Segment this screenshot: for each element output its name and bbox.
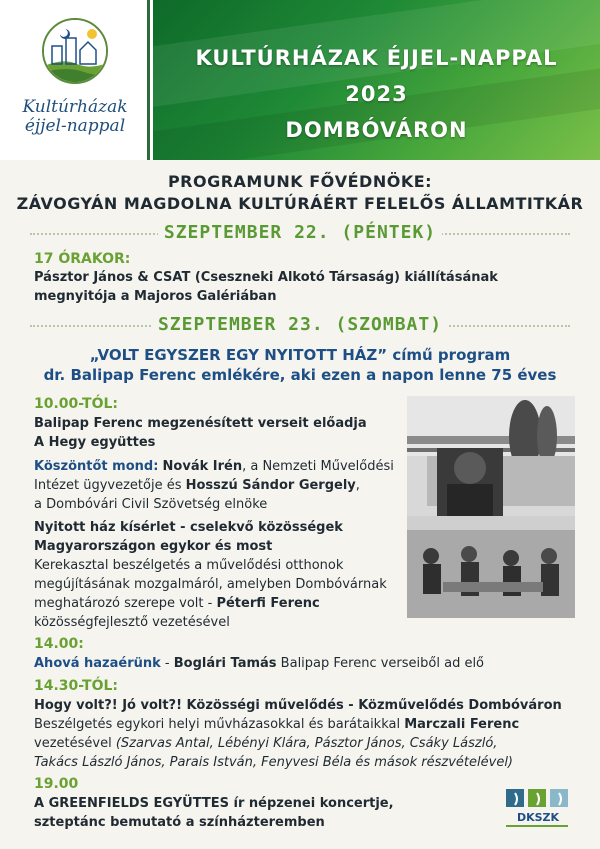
day1-time: 17 ÓRAKOR: bbox=[34, 251, 131, 267]
t3-l3b: (Szarvas Antal, Lébényi Klára, Pásztor János, Csáky László, bbox=[115, 736, 498, 751]
exp-l5a: meghatározó szerepe volt - bbox=[34, 596, 217, 611]
t3-l3a: vezetésével bbox=[34, 736, 116, 751]
time-1430: 14.30-TÓL: bbox=[34, 678, 119, 694]
archive-photo bbox=[407, 396, 575, 618]
time-1000: 10.00-TÓL: bbox=[34, 396, 119, 412]
exp-line6: közösségfejlesztő vezetésével bbox=[34, 615, 230, 630]
program-title: „VOLT EGYSZER EGY NYITOTT HÁZ” című program bbox=[89, 346, 511, 364]
greet-name1: Novák Irén bbox=[162, 459, 243, 474]
t1-line1: Balipap Ferenc megzenésített verseit előadja bbox=[34, 416, 367, 431]
exp-l5b: Péterfi Ferenc bbox=[216, 596, 320, 611]
exp-line3: Kerekasztal beszélgetés a művelődési otthonok bbox=[34, 558, 344, 573]
t2-line bbox=[34, 654, 484, 673]
day1-line2: megnyitója a Majoros Galériában bbox=[34, 289, 277, 304]
day1-heading bbox=[0, 222, 600, 243]
t4-line1: A GREENFIELDS EGYÜTTES ír népzenei koncertje, bbox=[34, 796, 394, 811]
exp-line1: Nyitott ház kísérlet - cselekvő közösségek bbox=[34, 520, 343, 535]
time-1900: 19.00 bbox=[34, 776, 79, 792]
greet-name2: Hosszú Sándor Gergely bbox=[185, 478, 356, 493]
logo-text-line2: éjjel-nappal bbox=[24, 116, 126, 136]
title-year: 2023 bbox=[345, 82, 408, 106]
t2-a: Ahová hazaérünk bbox=[34, 656, 161, 671]
t1-line2: A Hegy együttes bbox=[34, 435, 156, 450]
greet-l2a: Intézet ügyvezetője és bbox=[34, 478, 186, 493]
day2-heading-text: SZEPTEMBER 23. (SZOMBAT) bbox=[152, 314, 448, 335]
exp-line2: Magyarországon egykor és most bbox=[34, 539, 273, 554]
t2-c: Boglári Tamás bbox=[173, 656, 277, 671]
greet-rest1: , a Nemzeti Művelődési bbox=[242, 459, 394, 474]
greet-label: Köszöntőt mond: bbox=[34, 459, 159, 474]
greet-line2 bbox=[34, 476, 360, 495]
t3-line1: Hogy volt?! Jó volt?! Közösségi művelődés - Közművelődés Dombóváron bbox=[34, 698, 562, 713]
t3-line4: Takács László János, Parais István, Fenyvesi Béla és mások részvételével) bbox=[34, 755, 514, 770]
t3-l2a: Beszélgetés egykori helyi művházasokkal és barátaikkal bbox=[34, 717, 405, 732]
t3-line2 bbox=[34, 715, 519, 734]
t4-line2: szteptánc bemutató a színházteremben bbox=[34, 815, 325, 830]
time-1400: 14.00: bbox=[34, 636, 84, 652]
day1-line1: Pásztor János & CSAT (Cseszneki Alkotó Társaság) kiállításának bbox=[34, 270, 498, 285]
t3-line3 bbox=[34, 734, 497, 753]
t2-d: Balipap Ferenc verseiből ad elő bbox=[276, 656, 485, 671]
day1-heading-text: SZEPTEMBER 22. (PÉNTEK) bbox=[158, 222, 442, 243]
town-skyline-icon bbox=[42, 18, 108, 84]
day2-heading bbox=[0, 314, 600, 335]
header bbox=[0, 0, 600, 160]
greet-line3: a Dombóvári Civil Szövetség elnöke bbox=[34, 497, 268, 512]
page-title: KULTÚRHÁZAK ÉJJEL-NAPPAL bbox=[195, 46, 558, 70]
greet-l2b: , bbox=[355, 478, 360, 493]
t3-l2b: Marczali Ferenc bbox=[404, 717, 520, 732]
exp-line5 bbox=[34, 594, 320, 613]
dkszk-logo-text: DKSZK bbox=[516, 811, 560, 824]
patron-name: ZÁVOGYÁN MAGDOLNA KULTÚRÁÉRT FELELŐS ÁLLAMTITKÁR bbox=[16, 194, 584, 213]
patron-label: PROGRAMUNK FŐVÉDNÖKE: bbox=[167, 172, 433, 191]
logo bbox=[0, 0, 150, 160]
logo-text-line1: Kultúrházak bbox=[22, 97, 128, 117]
greet-line1 bbox=[34, 457, 394, 476]
title-city: DOMBÓVÁRON bbox=[285, 118, 468, 142]
exp-line4: megújításának mozgalmáról, amelyben Dombóvárnak bbox=[34, 577, 387, 592]
program-subtitle: dr. Balipap Ferenc emlékére, aki ezen a napon lenne 75 éves bbox=[43, 366, 557, 384]
dkszk-logo bbox=[502, 783, 574, 831]
t2-b: - bbox=[160, 656, 174, 671]
